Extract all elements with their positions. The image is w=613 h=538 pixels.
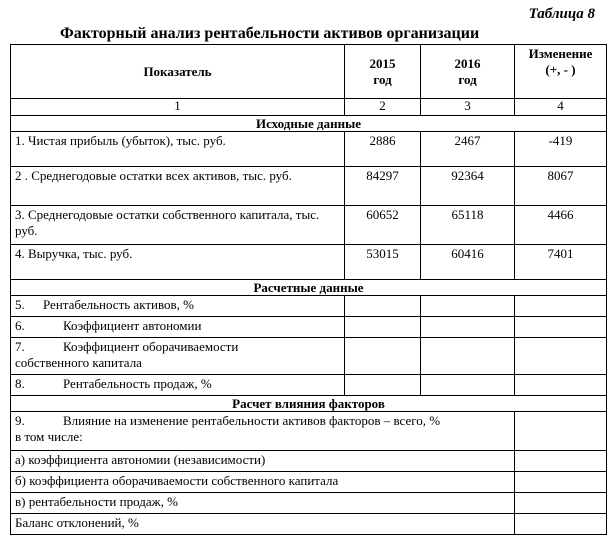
table-row — [11, 206, 607, 245]
empty-cell — [421, 375, 515, 396]
col-number: 4 — [515, 99, 607, 116]
empty-cell — [515, 493, 607, 514]
row-label: 6. Коэффициент автономии — [11, 317, 345, 338]
table-row — [11, 245, 607, 280]
factor-analysis-table — [10, 44, 607, 535]
value-change: 4466 — [515, 206, 607, 245]
table-row — [11, 167, 607, 206]
table-row — [11, 338, 607, 375]
header-indicator: Показатель — [11, 45, 345, 99]
value-2016: 60416 — [421, 245, 515, 280]
row-label: 2 . Среднегодовые остатки всех активов, тыс. руб. — [11, 167, 345, 206]
row-label: а) коэффициента автономии (независимости) — [11, 451, 515, 472]
section-row — [11, 396, 607, 412]
table-row — [11, 296, 607, 317]
table-row — [11, 493, 607, 514]
empty-cell — [515, 338, 607, 375]
empty-cell — [515, 514, 607, 535]
row-label: 7. Коэффициент оборачиваемости собственного капитала — [11, 338, 345, 375]
table-label: Таблица 8 — [528, 6, 595, 22]
row-label: 3. Среднегодовые остатки собственного капитала, тыс. руб. — [11, 206, 345, 245]
row-label: 8. Рентабельность продаж, % — [11, 375, 345, 396]
row-label: 9. Влияние на изменение рентабельности активов факторов – всего, % в том числе: — [11, 412, 515, 451]
row-label: Баланс отклонений, % — [11, 514, 515, 535]
value-2015: 84297 — [345, 167, 421, 206]
table-row — [11, 317, 607, 338]
table-row — [11, 412, 607, 451]
empty-cell — [421, 338, 515, 375]
value-2016: 65118 — [421, 206, 515, 245]
row-label: 4. Выручка, тыс. руб. — [11, 245, 345, 280]
empty-cell — [345, 317, 421, 338]
header-change: Изменение (+, - ) — [515, 45, 607, 99]
col-number: 1 — [11, 99, 345, 116]
value-2016: 2467 — [421, 132, 515, 167]
section-row — [11, 280, 607, 296]
empty-cell — [345, 296, 421, 317]
header-2016: 2016 год — [421, 45, 515, 99]
col-number: 3 — [421, 99, 515, 116]
empty-cell — [515, 412, 607, 451]
section-calc-heading: Расчетные данные — [11, 280, 607, 296]
section-influence-heading: Расчет влияния факторов — [11, 396, 607, 412]
empty-cell — [515, 451, 607, 472]
value-change: 7401 — [515, 245, 607, 280]
section-source-heading: Исходные данные — [11, 116, 607, 132]
empty-cell — [515, 317, 607, 338]
header-row — [11, 45, 607, 99]
column-number-row — [11, 99, 607, 116]
empty-cell — [345, 338, 421, 375]
empty-cell — [345, 375, 421, 396]
value-2015: 60652 — [345, 206, 421, 245]
empty-cell — [421, 296, 515, 317]
row-label: в) рентабельности продаж, % — [11, 493, 515, 514]
value-2016: 92364 — [421, 167, 515, 206]
value-change: -419 — [515, 132, 607, 167]
table-row — [11, 132, 607, 167]
table-row — [11, 472, 607, 493]
row-label: 5. Рентабельность активов, % — [11, 296, 345, 317]
table-row — [11, 375, 607, 396]
table-row — [11, 451, 607, 472]
empty-cell — [515, 375, 607, 396]
table-row — [11, 514, 607, 535]
table-title: Факторный анализ рентабельности активов организации — [60, 25, 480, 42]
empty-cell — [515, 296, 607, 317]
value-change: 8067 — [515, 167, 607, 206]
section-row — [11, 116, 607, 132]
row-label: 1. Чистая прибыль (убыток), тыс. руб. — [11, 132, 345, 167]
value-2015: 53015 — [345, 245, 421, 280]
col-number: 2 — [345, 99, 421, 116]
empty-cell — [515, 472, 607, 493]
value-2015: 2886 — [345, 132, 421, 167]
header-2015: 2015 год — [345, 45, 421, 99]
empty-cell — [421, 317, 515, 338]
row-label: б) коэффициента оборачиваемости собственного капитала — [11, 472, 515, 493]
